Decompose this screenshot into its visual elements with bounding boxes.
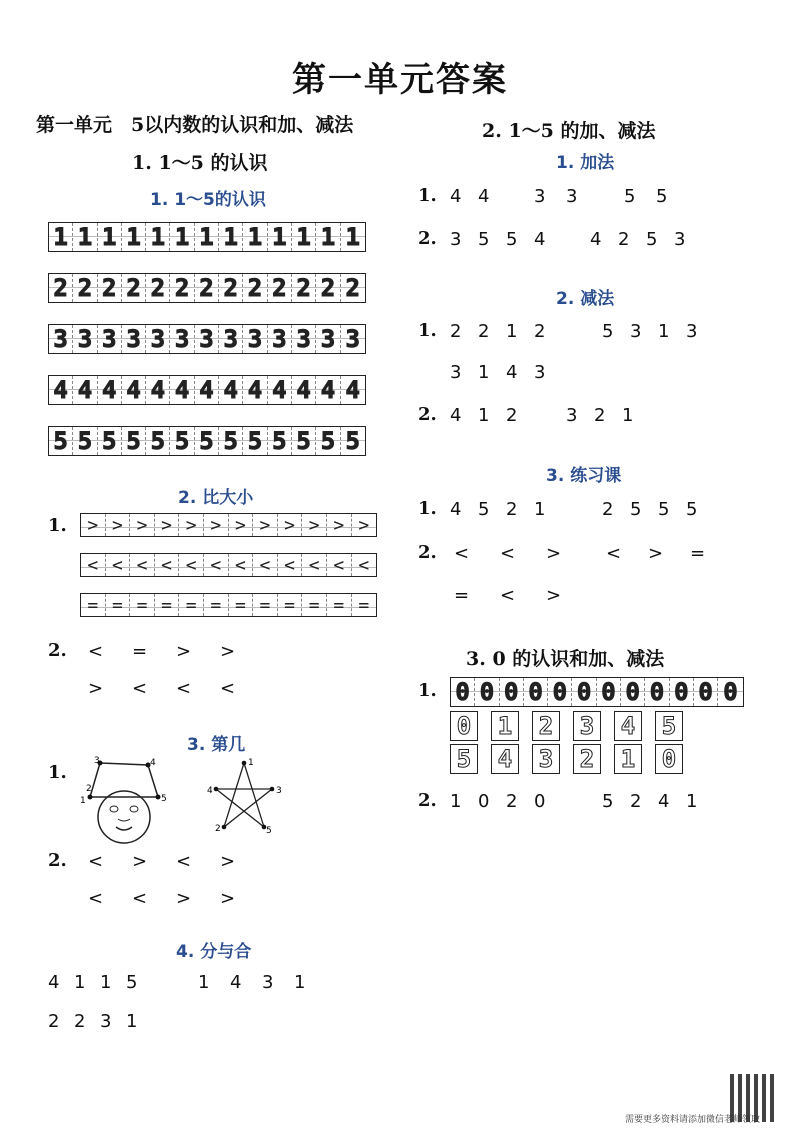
grid-cell: <	[302, 554, 327, 576]
sub-heading-2: 2. 比大小	[178, 488, 254, 508]
add-q1-answers	[450, 186, 684, 207]
sub-heading-1: 1. 1～5的认识	[150, 190, 266, 210]
grid-cell: 4	[268, 376, 292, 404]
spacer	[562, 321, 602, 342]
grid-cell: >	[130, 514, 155, 536]
answer: <	[454, 543, 470, 564]
grid-cell: 1	[268, 223, 292, 251]
grid-cell: 2	[122, 274, 146, 302]
grid-cell: 0	[475, 678, 499, 706]
answer: >	[220, 888, 236, 909]
grid-cell: <	[204, 554, 229, 576]
q3-2-label: 2.	[48, 850, 67, 871]
answer: 1	[622, 405, 634, 426]
grid-cell: 0	[597, 678, 621, 706]
zero-q2-label: 2.	[418, 790, 437, 811]
sub-heading-3: 3. 第几	[187, 735, 246, 755]
star-label-3: 3	[276, 786, 282, 796]
answer: <	[220, 678, 236, 699]
order-answers-2	[88, 888, 264, 909]
sequence-descending	[450, 744, 696, 774]
add-q2-label: 2.	[418, 228, 437, 249]
answer: >	[546, 543, 562, 564]
grid-cell: 5	[316, 427, 340, 455]
compare-grid-row	[80, 553, 377, 577]
answer: 3	[450, 362, 462, 383]
answer: 4	[450, 499, 462, 520]
answer: 3	[630, 321, 642, 342]
sequence-cell: 5	[655, 711, 683, 741]
section-3-heading: 3. 0 的认识和加、减法	[466, 648, 665, 670]
answer: 1	[294, 972, 306, 993]
split-answers-2	[48, 1011, 152, 1032]
grid-cell: =	[327, 594, 352, 616]
answer: 1	[506, 321, 518, 342]
answer: 5	[624, 186, 636, 207]
answer: <	[176, 851, 192, 872]
answer: 2	[602, 499, 614, 520]
grid-cell: 2	[243, 274, 267, 302]
page-title: 第一单元答案	[292, 60, 508, 100]
grid-cell: 5	[146, 427, 170, 455]
grid-cell: =	[204, 594, 229, 616]
answer: 3	[566, 186, 578, 207]
sub-practice: 3. 练习课	[546, 466, 622, 486]
sequence-cell: 3	[532, 744, 560, 774]
grid-cell: =	[130, 594, 155, 616]
sequence-cell: 5	[450, 744, 478, 774]
compare-answers-1	[88, 641, 264, 662]
grid-cell: 1	[316, 223, 340, 251]
grid-cell: 2	[98, 274, 122, 302]
grid-cell: 2	[73, 274, 97, 302]
grid-cell: =	[179, 594, 204, 616]
grid-cell: 4	[49, 376, 73, 404]
grid-cell: 1	[195, 223, 219, 251]
compare-grid-row	[80, 513, 377, 537]
answer: >	[176, 641, 192, 662]
answer: 2	[478, 321, 490, 342]
answer: 3	[534, 186, 546, 207]
answer: 5	[656, 186, 668, 207]
grid-cell: 3	[146, 325, 170, 353]
answer: 5	[478, 499, 490, 520]
grid-cell: 1	[146, 223, 170, 251]
grid-cell: 3	[122, 325, 146, 353]
grid-cell: <	[352, 554, 377, 576]
compare-grid-row	[80, 593, 377, 617]
answer: 5	[126, 972, 138, 993]
answer: >	[220, 851, 236, 872]
grid-cell: 3	[341, 325, 365, 353]
answer: 3	[100, 1011, 112, 1032]
answer: >	[176, 888, 192, 909]
grid-cell: 0	[524, 678, 548, 706]
add-q1-label: 1.	[418, 185, 437, 206]
answer: 1	[534, 499, 546, 520]
answer: 1	[198, 972, 210, 993]
answer: 1	[450, 791, 462, 812]
compare-grids	[80, 513, 377, 633]
add-q2-answers	[450, 229, 702, 250]
writing-row-2	[48, 273, 366, 303]
answer: =	[454, 585, 470, 606]
answer: 3	[534, 362, 546, 383]
answer: 1	[686, 791, 698, 812]
grid-cell: <	[253, 554, 278, 576]
answer: 5	[658, 499, 670, 520]
grid-cell: <	[130, 554, 155, 576]
grid-cell: 3	[98, 325, 122, 353]
grid-cell: 4	[219, 376, 243, 404]
answer: 1	[74, 972, 86, 993]
grid-cell: 5	[219, 427, 243, 455]
grid-cell: 0	[548, 678, 572, 706]
grid-cell: 0	[694, 678, 718, 706]
answer: 1	[658, 321, 670, 342]
answer: 0	[534, 791, 546, 812]
hat-label-4: 4	[150, 758, 156, 768]
grid-cell: >	[278, 514, 303, 536]
grid-cell: 4	[243, 376, 267, 404]
grid-cell: =	[81, 594, 106, 616]
answer: 2	[48, 1011, 60, 1032]
grid-cell: 5	[98, 427, 122, 455]
answer: <	[500, 585, 516, 606]
split-answers-1	[48, 972, 326, 993]
answer: 4	[506, 362, 518, 383]
writing-row-5	[48, 426, 366, 456]
answer: 1	[126, 1011, 138, 1032]
grid-cell: 3	[292, 325, 316, 353]
answer: 5	[506, 229, 518, 250]
answer: 4	[590, 229, 602, 250]
writing-row-4	[48, 375, 366, 405]
grid-cell: 1	[122, 223, 146, 251]
grid-cell: 1	[292, 223, 316, 251]
grid-cell: 4	[73, 376, 97, 404]
grid-cell: 4	[122, 376, 146, 404]
section-2-heading: 2. 1～5 的加、减法	[482, 120, 656, 142]
grid-cell: 0	[718, 678, 742, 706]
answer: 5	[646, 229, 658, 250]
answer: 4	[658, 791, 670, 812]
grid-cell: <	[229, 554, 254, 576]
answer: 5	[602, 791, 614, 812]
grid-cell: >	[352, 514, 377, 536]
hat-label-1: 1	[80, 796, 86, 806]
section-1-heading: 1. 1～5 的认识	[132, 152, 268, 174]
grid-cell: 4	[341, 376, 365, 404]
sub-subtraction: 2. 减法	[556, 289, 615, 309]
answer: <	[606, 543, 622, 564]
hat-label-5: 5	[161, 794, 167, 804]
prac-q2-answers-line2	[454, 585, 592, 606]
grid-cell: 2	[316, 274, 340, 302]
hat-label-3: 3	[94, 756, 100, 766]
spacer	[592, 543, 606, 564]
grid-cell: 2	[268, 274, 292, 302]
prac-q1-answers	[450, 499, 714, 520]
grid-cell: 4	[146, 376, 170, 404]
answer: 4	[450, 405, 462, 426]
answer: 4	[48, 972, 60, 993]
grid-cell: 1	[73, 223, 97, 251]
answer: 4	[478, 186, 490, 207]
spacer	[562, 499, 602, 520]
sub-addition: 1. 加法	[556, 153, 615, 173]
zero-row	[450, 677, 744, 707]
sub-q1-label: 1.	[418, 320, 437, 341]
grid-cell: 5	[292, 427, 316, 455]
footer-note: 需要更多资料请添加微信老师领取	[624, 1115, 760, 1125]
answer: <	[88, 888, 104, 909]
compare-answers-2	[88, 678, 264, 699]
answer: 2	[618, 229, 630, 250]
sequence-cell: 1	[491, 711, 519, 741]
grid-cell: >	[327, 514, 352, 536]
grid-cell: 2	[195, 274, 219, 302]
grid-cell: 4	[170, 376, 194, 404]
answer: >	[648, 543, 664, 564]
answer: =	[132, 641, 148, 662]
grid-cell: <	[106, 554, 131, 576]
answer: 2	[594, 405, 606, 426]
grid-cell: =	[253, 594, 278, 616]
sequence-cell: 0	[450, 711, 478, 741]
sub-q2-answers	[450, 405, 650, 426]
answer: 3	[686, 321, 698, 342]
grid-cell: 3	[243, 325, 267, 353]
sequence-cell: 1	[614, 744, 642, 774]
sequence-cell: 2	[532, 711, 560, 741]
answer: <	[132, 678, 148, 699]
grid-cell: 0	[670, 678, 694, 706]
answer: 2	[534, 321, 546, 342]
unit-heading: 第一单元 5以内数的认识和加、减法	[36, 114, 354, 136]
grid-cell: 2	[170, 274, 194, 302]
answer: 2	[506, 405, 518, 426]
q3-1-label: 1.	[48, 762, 67, 783]
grid-cell: <	[179, 554, 204, 576]
grid-cell: 5	[73, 427, 97, 455]
grid-cell: >	[179, 514, 204, 536]
grid-cell: 1	[243, 223, 267, 251]
grid-cell: <	[278, 554, 303, 576]
spacer	[152, 972, 198, 993]
grid-cell: >	[81, 514, 106, 536]
writing-row-1	[48, 222, 366, 252]
answer: 2	[506, 499, 518, 520]
spacer	[562, 229, 590, 250]
grid-cell: 0	[451, 678, 475, 706]
writing-practice	[48, 222, 366, 477]
grid-cell: 5	[243, 427, 267, 455]
answer: =	[690, 543, 706, 564]
sub-q1-answers-line2	[450, 362, 562, 383]
grid-cell: 5	[49, 427, 73, 455]
grid-cell: 1	[170, 223, 194, 251]
sub-q1-answers	[450, 321, 714, 342]
grid-cell: 3	[195, 325, 219, 353]
answer: 5	[686, 499, 698, 520]
answer: <	[500, 543, 516, 564]
grid-cell: =	[229, 594, 254, 616]
answer: 1	[478, 362, 490, 383]
grid-cell: 3	[49, 325, 73, 353]
grid-cell: 4	[316, 376, 340, 404]
grid-cell: 4	[195, 376, 219, 404]
grid-cell: 5	[341, 427, 365, 455]
star-label-1: 1	[248, 758, 254, 768]
answer: >	[88, 678, 104, 699]
grid-cell: 0	[500, 678, 524, 706]
grid-cell: 1	[219, 223, 243, 251]
grid-cell: 1	[49, 223, 73, 251]
grid-cell: 5	[170, 427, 194, 455]
grid-cell: >	[106, 514, 131, 536]
answer: 1	[100, 972, 112, 993]
grid-cell: =	[278, 594, 303, 616]
grid-cell: =	[155, 594, 180, 616]
sequence-cell: 4	[614, 711, 642, 741]
grid-cell: 3	[268, 325, 292, 353]
sub-q2-label: 2.	[418, 404, 437, 425]
grid-cell: >	[229, 514, 254, 536]
grid-cell: 2	[219, 274, 243, 302]
grid-cell: 3	[219, 325, 243, 353]
grid-cell: =	[352, 594, 377, 616]
spacer	[506, 186, 534, 207]
answer: >	[220, 641, 236, 662]
grid-cell: 4	[98, 376, 122, 404]
grid-cell: 0	[572, 678, 596, 706]
grid-cell: =	[302, 594, 327, 616]
answer: 5	[630, 499, 642, 520]
spacer	[534, 405, 566, 426]
order-answers-1	[88, 851, 264, 872]
prac-q1-label: 1.	[418, 498, 437, 519]
grid-cell: 3	[170, 325, 194, 353]
grid-cell: 1	[98, 223, 122, 251]
grid-cell: 1	[341, 223, 365, 251]
zero-writing-grid	[450, 677, 744, 707]
grid-cell: 3	[73, 325, 97, 353]
answer: >	[132, 851, 148, 872]
hat-label-2: 2	[86, 784, 92, 794]
sequence-ascending	[450, 711, 696, 741]
answer: <	[132, 888, 148, 909]
q1-label: 1.	[48, 515, 67, 536]
answer: <	[88, 851, 104, 872]
answer: 2	[450, 321, 462, 342]
grid-cell: 0	[645, 678, 669, 706]
grid-cell: <	[81, 554, 106, 576]
answer: >	[546, 585, 562, 606]
answer: <	[176, 678, 192, 699]
star-label-2: 2	[215, 824, 221, 834]
q2-label: 2.	[48, 640, 67, 661]
prac-q2-answers	[454, 543, 720, 564]
grid-cell: 0	[621, 678, 645, 706]
sequence-cell: 4	[491, 744, 519, 774]
answer: 3	[674, 229, 686, 250]
answer: <	[88, 641, 104, 662]
sequence-cell: 0	[655, 744, 683, 774]
sequence-cell: 2	[573, 744, 601, 774]
grid-cell: 4	[292, 376, 316, 404]
answer: 4	[230, 972, 242, 993]
hat-face-figure	[78, 755, 168, 845]
star-figure	[202, 755, 292, 835]
grid-cell: 2	[146, 274, 170, 302]
spacer	[562, 791, 602, 812]
writing-row-3	[48, 324, 366, 354]
answer: 0	[478, 791, 490, 812]
answer: 2	[74, 1011, 86, 1032]
grid-cell: >	[204, 514, 229, 536]
grid-cell: <	[155, 554, 180, 576]
answer: 3	[450, 229, 462, 250]
grid-cell: >	[253, 514, 278, 536]
answer: 5	[478, 229, 490, 250]
answer: 2	[506, 791, 518, 812]
grid-cell: 5	[268, 427, 292, 455]
spacer	[594, 186, 624, 207]
grid-cell: 2	[49, 274, 73, 302]
answer: 5	[602, 321, 614, 342]
grid-cell: 5	[195, 427, 219, 455]
answer: 1	[478, 405, 490, 426]
grid-cell: 2	[292, 274, 316, 302]
prac-q2-label: 2.	[418, 542, 437, 563]
answer: 4	[534, 229, 546, 250]
answer: 4	[450, 186, 462, 207]
sequence-cell: 3	[573, 711, 601, 741]
star-label-5: 5	[266, 826, 272, 835]
answer: 2	[630, 791, 642, 812]
grid-cell: 5	[122, 427, 146, 455]
answer: 3	[566, 405, 578, 426]
answer: 3	[262, 972, 274, 993]
grid-cell: =	[106, 594, 131, 616]
sub-heading-4: 4. 分与合	[176, 942, 252, 962]
grid-cell: >	[302, 514, 327, 536]
grid-cell: 2	[341, 274, 365, 302]
grid-cell: <	[327, 554, 352, 576]
zero-q1-label: 1.	[418, 680, 437, 701]
star-label-4: 4	[207, 786, 213, 796]
zero-q2-answers	[450, 791, 714, 812]
grid-cell: >	[155, 514, 180, 536]
grid-cell: 3	[316, 325, 340, 353]
